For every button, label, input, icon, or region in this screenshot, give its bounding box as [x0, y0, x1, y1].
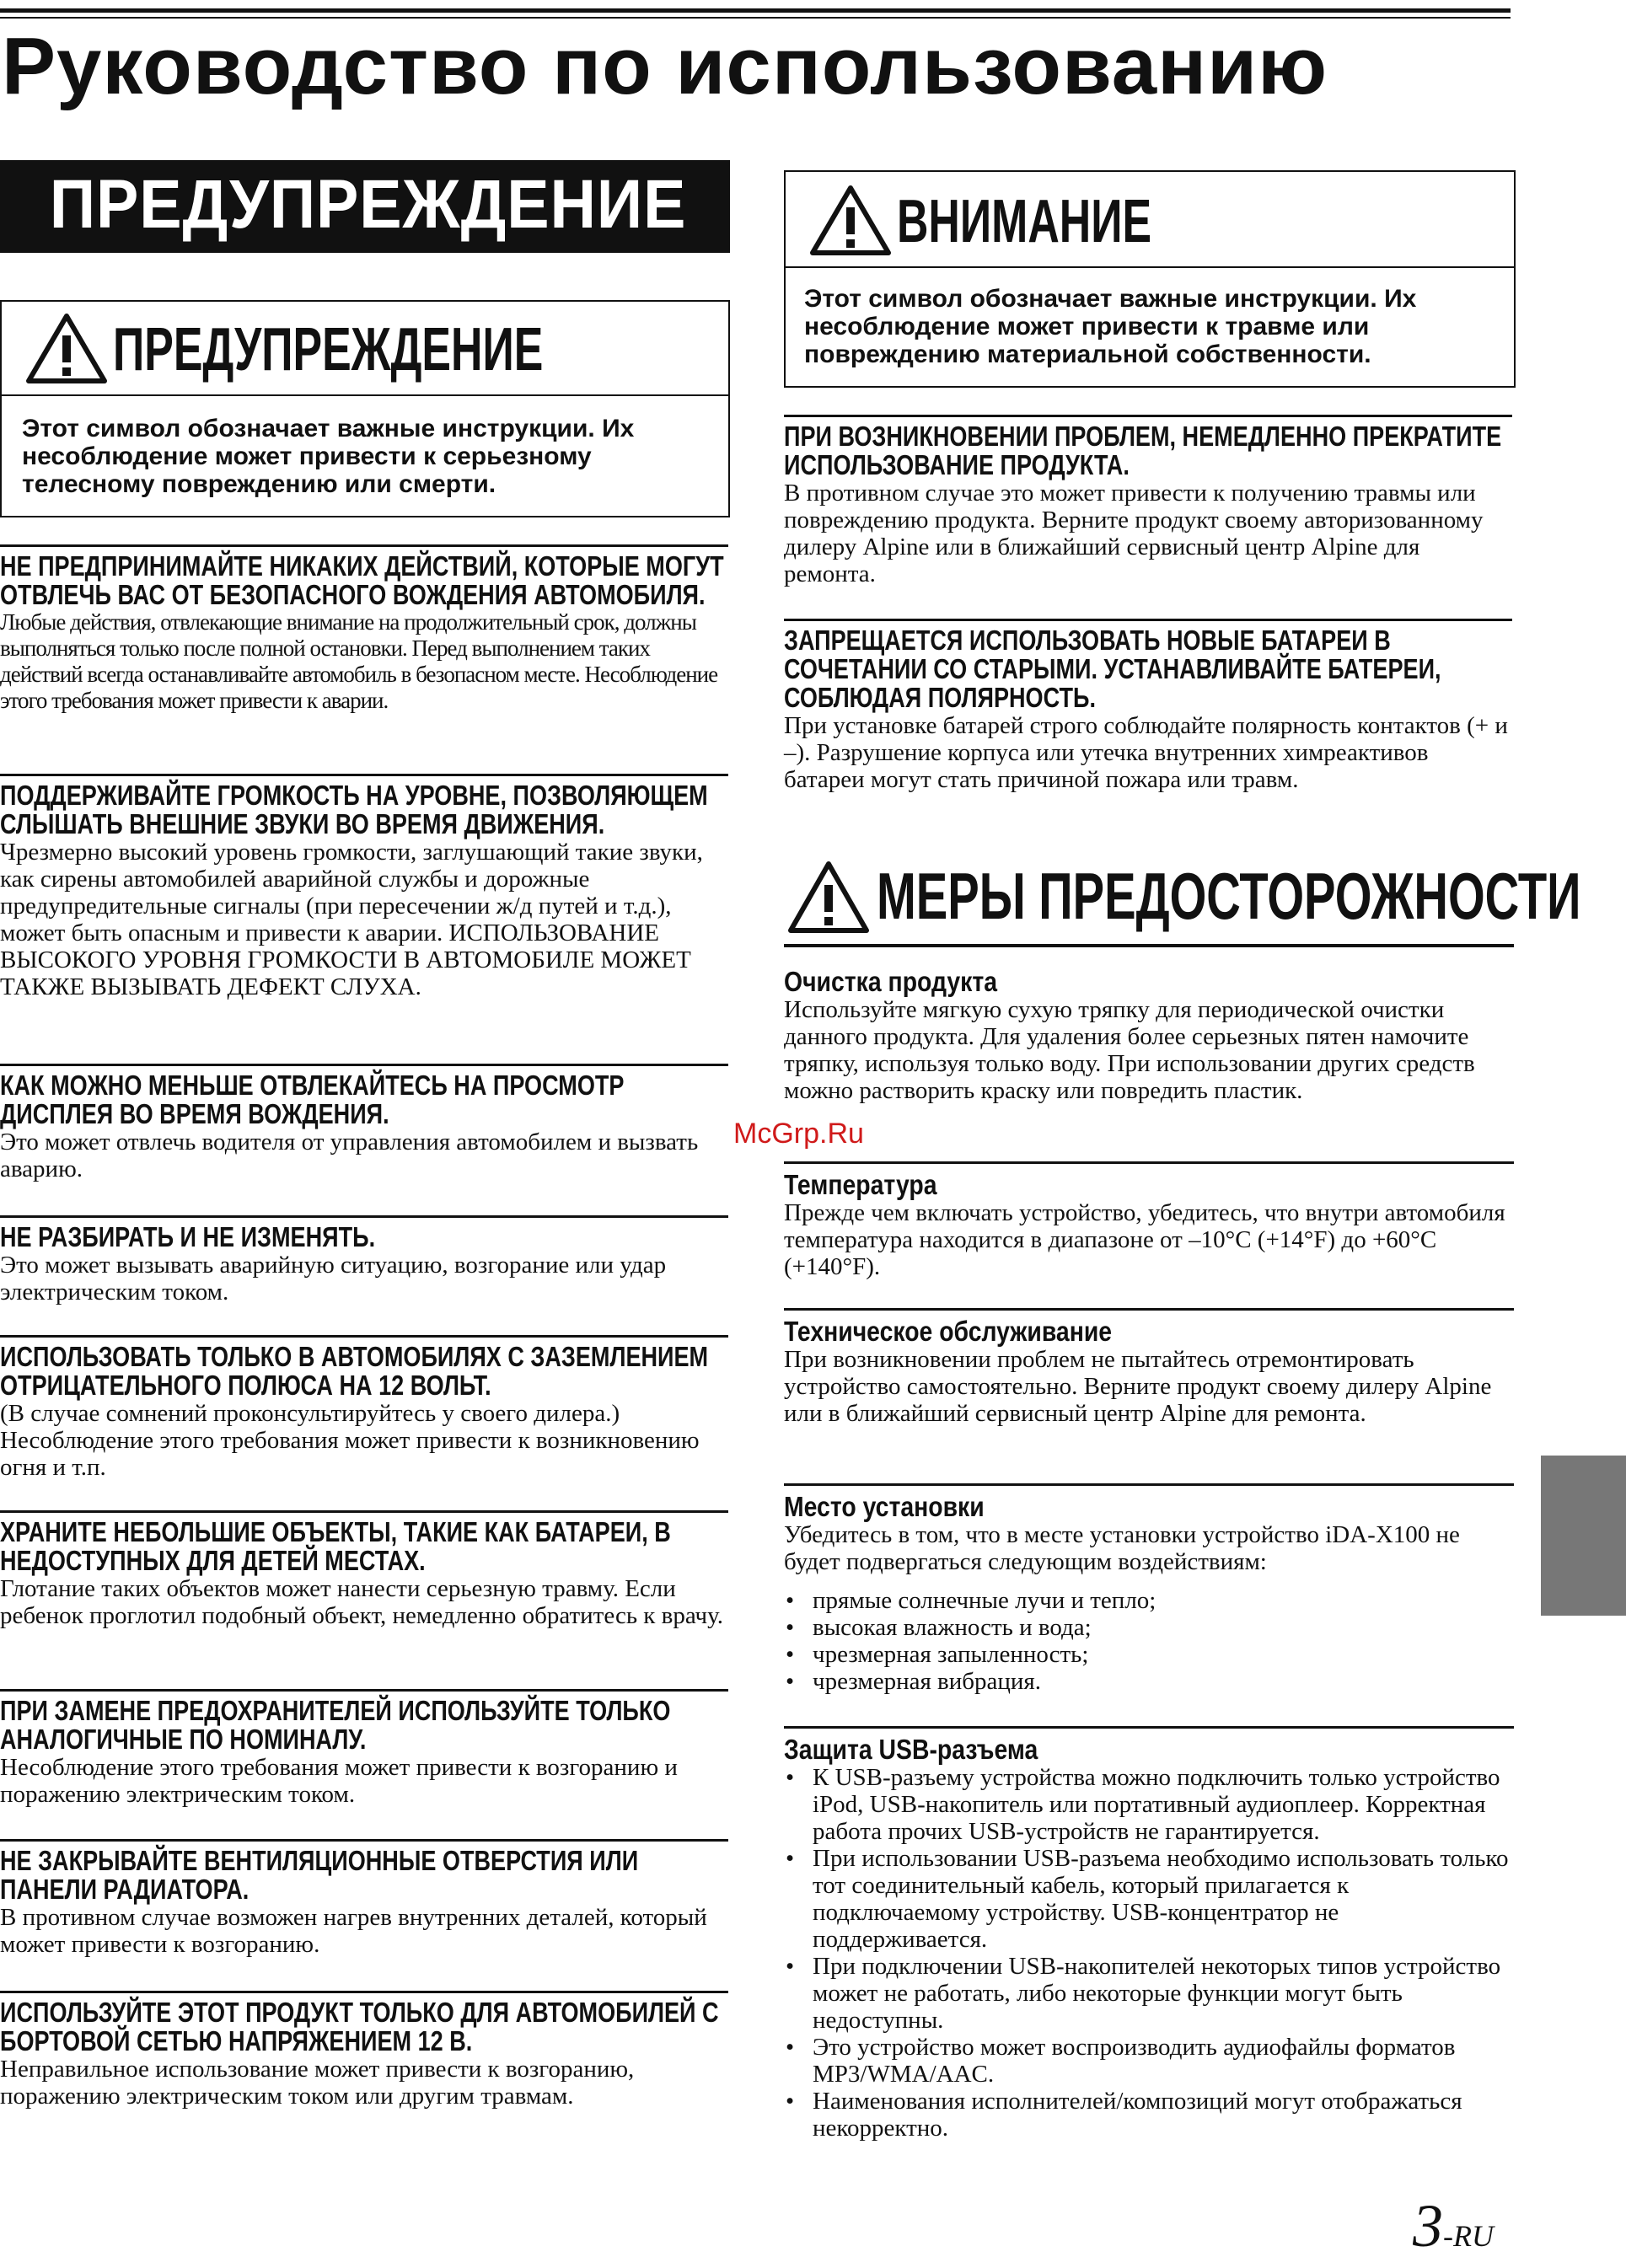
list-item: • При подключении USB-накопителей некоторых типов устройство может не работать, либо некоторые функции могут быть недоступны. — [784, 1953, 1514, 2034]
caution-box-text: Этот символ обозначает важные инструкции. Их несоблюдение может привести к травме или повреждению материальной собственности. — [804, 285, 1417, 368]
precaution-text: Убедитесь в том, что в месте установки устройство iDA-X100 не будет подвергаться следующим воздействиям: — [784, 1521, 1460, 1575]
left-section-1 — [0, 544, 728, 714]
section-title: КАК МОЖНО МЕНЬШЕ ОТВЛЕКАЙТЕСЬ НА ПРОСМОТР ДИСПЛЕЯ ВО ВРЕМЯ ВОЖДЕНИЯ. — [0, 1070, 625, 1129]
precaution-title: Техническое обслуживание — [784, 1316, 1113, 1347]
precautions-header — [784, 850, 1581, 947]
precaution-temperature — [784, 1161, 1514, 1280]
section-title: НЕ ПРЕДПРИНИМАЙТЕ НИКАКИХ ДЕЙСТВИЙ, КОТОРЫЕ МОГУТ ОТВЛЕЧЬ ВАС ОТ БЕЗОПАСНОГО ВОЖДЕНИЯ АВТОМОБИЛЯ. — [0, 550, 724, 610]
section-title: ПОДДЕРЖИВАЙТЕ ГРОМКОСТЬ НА УРОВНЕ, ПОЗВОЛЯЮЩЕМ СЛЫШАТЬ ВНЕШНИЕ ЗВУКИ ВО ВРЕМЯ ДВИЖЕНИЯ. — [0, 780, 708, 839]
left-section-6 — [0, 1510, 728, 1629]
precaution-cleaning — [784, 961, 1514, 1104]
page-number-value: 3 — [1413, 2192, 1443, 2260]
section-title: ПРИ ЗАМЕНЕ ПРЕДОХРАНИТЕЛЕЙ ИСПОЛЬЗУЙТЕ ТОЛЬКО АНАЛОГИЧНЫЕ ПО НОМИНАЛУ. — [0, 1695, 671, 1755]
section-text: Это может отвлечь водителя от управления автомобилем и вызвать аварию. — [0, 1129, 699, 1182]
section-text: В противном случае это может привести к получению травмы или повреждению продукта. Верните продукт своему авторизованному дилеру Alpine или в ближайший сервисный центр Alpine для ремонта. — [784, 480, 1484, 587]
section-text: (В случае сомнений проконсультируйтесь у своего дилера.) Несоблюдение этого требования может привести к возникновению огня и т.п. — [0, 1400, 700, 1481]
precaution-title: Очистка продукта — [784, 966, 998, 997]
precaution-text: Используйте мягкую сухую тряпку для периодической очистки данного продукта. Для удаления более серьезных пятен намочите тряпку, используя только воду. При использовании других средств можно растворить краску или повредить пластик. — [784, 996, 1475, 1104]
precautions-triangle-icon — [787, 860, 870, 934]
section-tab — [1541, 1456, 1626, 1616]
section-text: Чрезмерно высокий уровень громкости, заглушающий такие звуки, как сирены автомобилей аварийной службы и дорожные предупредительные сигналы (при пересечении ж/д путей и т.д.), может быть опасным и привести к аварии. ИСПОЛЬЗОВАНИЕ ВЫСОКОГО УРОВНЯ ГРОМКОСТИ В АВТОМОБИЛЕ МОЖЕТ ТАКЖЕ ВЫЗЫВАТЬ ДЕФЕКТ СЛУХА. — [0, 839, 703, 1000]
left-section-2 — [0, 774, 728, 1000]
precaution-location — [784, 1483, 1514, 1695]
section-title: НЕ ЗАКРЫВАЙТЕ ВЕНТИЛЯЦИОННЫЕ ОТВЕРСТИЯ ИЛИ ПАНЕЛИ РАДИАТОРА. — [0, 1845, 639, 1905]
right-section-1 — [784, 415, 1512, 587]
section-title: ИСПОЛЬЗУЙТЕ ЭТОТ ПРОДУКТ ТОЛЬКО ДЛЯ АВТОМОБИЛЕЙ С БОРТОВОЙ СЕТЬЮ НАПРЯЖЕНИЕМ 12 В. — [0, 1997, 719, 2056]
left-section-7 — [0, 1689, 728, 1808]
precaution-title: Место установки — [784, 1491, 985, 1522]
precaution-service — [784, 1308, 1514, 1427]
warning-triangle-icon — [25, 312, 108, 384]
right-section-2 — [784, 619, 1512, 793]
list-item: • При использовании USB-разъема необходимо использовать только тот соединительный кабель, который прилагается к подключаемому устройству. USB-концентратор не поддерживается. — [784, 1845, 1514, 1953]
section-title: ИСПОЛЬЗОВАТЬ ТОЛЬКО В АВТОМОБИЛЯХ С ЗАЗЕМЛЕНИЕМ ОТРИЦАТЕЛЬНОГО ПОЛЮСА НА 12 ВОЛЬТ. — [0, 1341, 709, 1401]
list-item: • чрезмерная запыленность; — [784, 1641, 1514, 1668]
list-item: • прямые солнечные лучи и тепло; — [784, 1587, 1514, 1614]
list-item: • Это устройство может воспроизводить аудиофайлы форматов MP3/WMA/AAC. — [784, 2034, 1514, 2088]
warning-box-title: ПРЕДУПРЕЖДЕНИЕ — [113, 316, 544, 383]
warning-box-header — [2, 302, 728, 396]
page-number-suffix: -RU — [1443, 2219, 1494, 2253]
section-title: ЗАПРЕЩАЕТСЯ ИСПОЛЬЗОВАТЬ НОВЫЕ БАТАРЕИ В СОЧЕТАНИИ СО СТАРЫМИ. УСТАНАВЛИВАЙТЕ БАТЕРЕИ, СОБЛЮДАЯ ПОЛЯРНОСТЬ. — [784, 625, 1441, 713]
caution-triangle-icon — [809, 184, 892, 256]
section-text: Неправильное использование может привести к возгоранию, поражению электрическим током или другим травмам. — [0, 2056, 635, 2110]
section-text: Любые действия, отвлекающие внимание на продолжительный срок, должны выполняться только после полной остановки. Перед выполнением таких действий всегда останавливайте автомобиль в безопасном месте. Несоблюдение этого требования может привести к аварии. — [0, 609, 718, 713]
top-rule — [0, 8, 1511, 13]
list-item: • К USB-разъему устройства можно подключить только устройство iPod, USB-накопитель или портативный аудиоплеер. Корректная работа прочих USB-устройств не гарантируется. — [784, 1764, 1514, 1845]
warning-banner — [0, 160, 730, 253]
section-text: Несоблюдение этого требования может привести к возгоранию и поражению электрическим током. — [0, 1754, 678, 1808]
precaution-text: При возникновении проблем не пытайтесь отремонтировать устройство самостоятельно. Верните продукт своему дилеру Alpine или в ближайший сервисный центр Alpine для ремонта. — [784, 1346, 1492, 1427]
list-item: • Наименования исполнителей/композиций могут отображаться некорректно. — [784, 2088, 1514, 2142]
list-item: • чрезмерная вибрация. — [784, 1668, 1514, 1695]
precautions-title: МЕРЫ ПРЕДОСТОРОЖНОСТИ — [877, 859, 1581, 933]
caution-box-header — [786, 172, 1514, 268]
left-section-4 — [0, 1215, 728, 1306]
section-text: Это может вызывать аварийную ситуацию, возгорание или удар электрическим током. — [0, 1252, 667, 1306]
caution-box — [784, 170, 1516, 388]
section-text: Глотание таких объектов может нанести серьезную травму. Если ребенок проглотил подобный объект, немедленно обратитесь к врачу. — [0, 1575, 723, 1629]
precaution-usb — [784, 1726, 1514, 2142]
section-text: В противном случае возможен нагрев внутренних деталей, который может привести к возгоранию. — [0, 1904, 707, 1958]
precaution-text: Прежде чем включать устройство, убедитесь, что внутри автомобиля температура находится в диапазоне от –10°C (+14°F) до +60°C (+140°F). — [784, 1199, 1505, 1280]
section-title: ПРИ ВОЗНИКНОВЕНИИ ПРОБЛЕМ, НЕМЕДЛЕННО ПРЕКРАТИТЕ ИСПОЛЬЗОВАНИЕ ПРОДУКТА. — [784, 421, 1502, 480]
left-section-8 — [0, 1839, 728, 1958]
top-rule-thin — [0, 17, 1511, 19]
warning-box — [0, 300, 730, 517]
section-text: При установке батарей строго соблюдайте полярность контактов (+ и –). Разрушение корпуса или утечка внутренних химреактивов батареи могут стать причиной пожара или травм. — [784, 712, 1508, 793]
warning-box-text: Этот символ обозначает важные инструкции. Их несоблюдение может привести к серьезному телесному повреждению или смерти. — [22, 415, 635, 498]
left-section-5 — [0, 1335, 728, 1481]
section-title: ХРАНИТЕ НЕБОЛЬШИЕ ОБЪЕКТЫ, ТАКИЕ КАК БАТАРЕИ, В НЕДОСТУПНЫХ ДЛЯ ДЕТЕЙ МЕСТАХ. — [0, 1516, 671, 1576]
page-number — [1413, 2191, 1494, 2261]
watermark: McGrp.Ru — [733, 1118, 864, 1150]
page-title: Руководство по использованию — [2, 21, 1328, 111]
location-list — [784, 1587, 1514, 1695]
left-section-3 — [0, 1064, 728, 1182]
left-section-9 — [0, 1991, 728, 2110]
precaution-title: Температура — [784, 1169, 937, 1200]
usb-list — [784, 1764, 1514, 2142]
precaution-title: Защита USB-разъема — [784, 1734, 1038, 1765]
warning-banner-label: ПРЕДУПРЕЖДЕНИЕ — [49, 166, 687, 243]
list-item: • высокая влажность и вода; — [784, 1614, 1514, 1641]
section-title: НЕ РАЗБИРАТЬ И НЕ ИЗМЕНЯТЬ. — [0, 1221, 376, 1252]
caution-box-title: ВНИМАНИЕ — [897, 188, 1152, 255]
